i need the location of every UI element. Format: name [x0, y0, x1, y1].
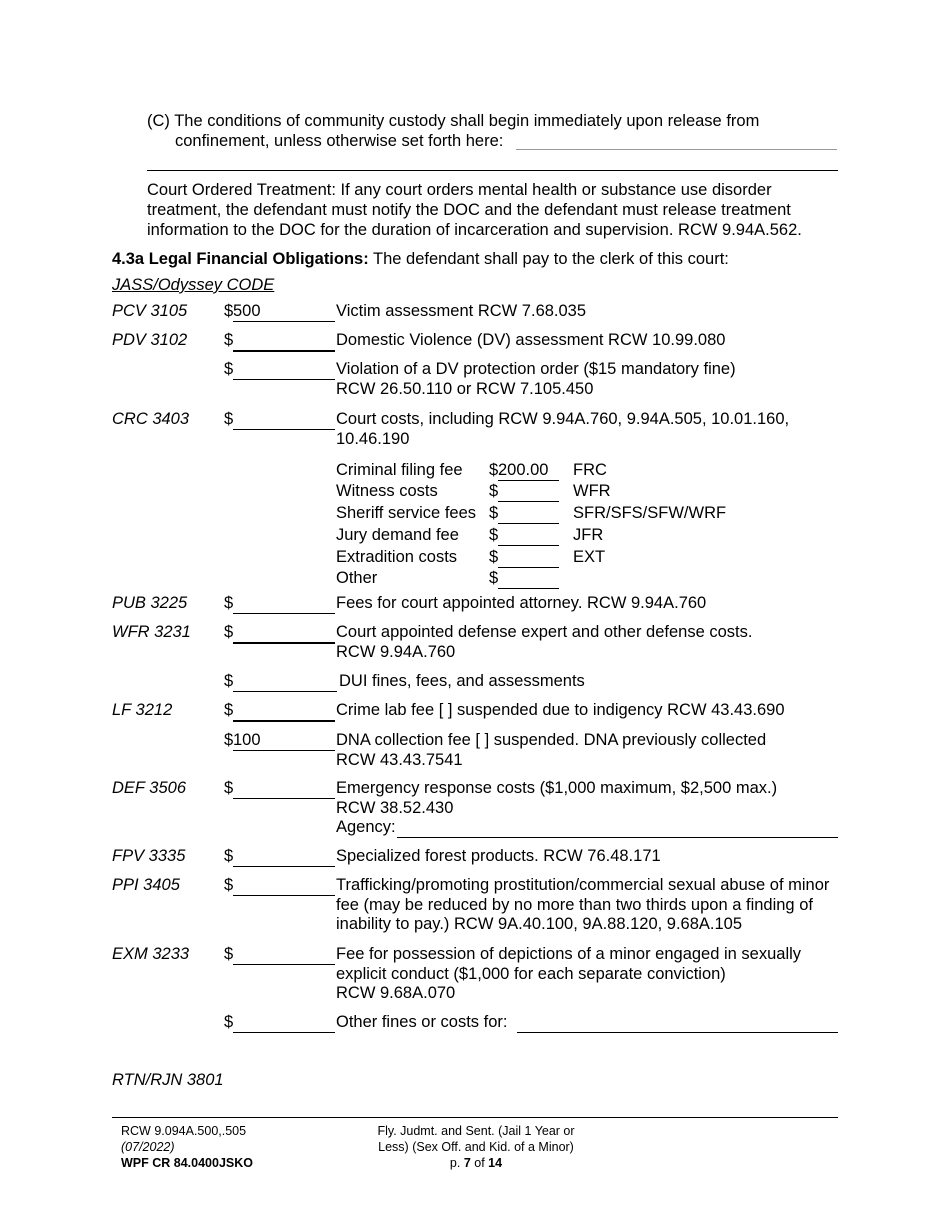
page-number: 7	[463, 1156, 471, 1170]
pub-amount-field[interactable]	[233, 594, 335, 614]
fee-code-sheriff: SFR/SFS/SFW/WRF	[573, 504, 727, 522]
community-custody-blank[interactable]	[516, 131, 837, 150]
fee-label-witness: Witness costs	[336, 482, 438, 500]
lf-desc: Crime lab fee [ ] suspended due to indigency RCW 43.43.690	[336, 701, 785, 719]
fpv-code: FPV 3335	[112, 847, 186, 865]
fee-label-jury: Jury demand fee	[336, 526, 459, 544]
ppi-desc	[336, 876, 829, 935]
fee-dollar-other: $	[489, 569, 499, 587]
fee-label-sheriff: Sheriff service fees	[336, 504, 477, 522]
dui-desc: DUI fines, fees, and assessments	[339, 672, 585, 690]
def-dollar: $	[224, 779, 234, 797]
lfo-intro: The defendant shall pay to the clerk of this court:	[368, 250, 729, 268]
def-desc-line1: Emergency response costs ($1,000 maximum, $2,500 max.)	[336, 779, 778, 797]
dvpo-amount-field[interactable]	[233, 360, 335, 380]
treatment-line3: information to the DOC for the duration of incarceration and supervision. RCW 9.94A.562.	[147, 221, 802, 239]
wfr-desc-line1: Court appointed defense expert and other defense costs.	[336, 623, 753, 641]
def-agency-label: Agency:	[336, 818, 396, 836]
ppi-code: PPI 3405	[112, 876, 180, 894]
fee-label-other: Other	[336, 569, 378, 587]
rtn-code: RTN/RJN 3801	[112, 1071, 224, 1089]
section-c-line2: confinement, unless otherwise set forth here:	[175, 132, 504, 150]
fee-code-jury: JFR	[573, 526, 604, 544]
page-indicator	[366, 1155, 586, 1171]
other-desc: Other fines or costs for:	[336, 1013, 508, 1031]
page-prefix: p.	[449, 1156, 464, 1170]
def-amount-field[interactable]	[233, 779, 335, 799]
fee-code-witness: WFR	[573, 482, 611, 500]
dvpo-desc-line2: RCW 26.50.110 or RCW 7.105.450	[336, 379, 594, 398]
crc-desc-line2: 10.46.190	[336, 429, 410, 448]
exm-code: EXM 3233	[112, 945, 190, 963]
pcv-amount: 500	[233, 302, 261, 320]
pcv-dollar: $	[224, 302, 234, 320]
crc-dollar: $	[224, 410, 234, 428]
crc-amount-field[interactable]	[233, 410, 335, 430]
pdv-desc: Domestic Violence (DV) assessment RCW 10.99.080	[336, 331, 726, 349]
fee-field-witness[interactable]	[498, 482, 559, 502]
pdv-amount-field[interactable]	[233, 331, 335, 352]
ppi-desc-line1: Trafficking/promoting prostitution/commercial sexual abuse of minor	[336, 876, 830, 894]
fee-label-extradition: Extradition costs	[336, 548, 458, 566]
pdv-dollar: $	[224, 331, 234, 349]
dna-desc-line2: RCW 43.43.7541	[336, 750, 463, 769]
dna-desc-line1: DNA collection fee [ ] suspended. DNA previously collected	[336, 731, 767, 749]
fee-dollar-witness: $	[489, 482, 499, 500]
pcv-code: PCV 3105	[112, 302, 188, 320]
fee-label-filing: Criminal filing fee	[336, 461, 463, 479]
code-column-header: JASS/Odyssey CODE	[112, 276, 275, 294]
fee-field-extradition[interactable]	[498, 548, 559, 568]
dvpo-desc-line1: Violation of a DV protection order ($15 mandatory fine)	[336, 360, 736, 378]
fee-dollar-filing: $	[489, 461, 499, 479]
dui-dollar: $	[224, 672, 234, 690]
footer-date: (07/2022)	[121, 1140, 175, 1154]
pub-desc: Fees for court appointed attorney. RCW 9.94A.760	[336, 594, 707, 612]
def-desc-line2: RCW 38.52.430	[336, 798, 454, 817]
wfr-desc-line2: RCW 9.94A.760	[336, 642, 456, 661]
crc-desc	[336, 410, 789, 449]
fee-code-extradition: EXT	[573, 548, 606, 566]
fpv-amount-field[interactable]	[233, 847, 335, 867]
footer-form-number: WPF CR 84.0400JSKO	[121, 1156, 253, 1170]
def-agency-field[interactable]	[397, 818, 838, 838]
lf-code: LF 3212	[112, 701, 173, 719]
ppi-amount-field[interactable]	[233, 876, 335, 896]
pcv-desc: Victim assessment RCW 7.68.035	[336, 302, 587, 320]
other-amount-field[interactable]	[233, 1013, 335, 1033]
other-dollar: $	[224, 1013, 234, 1031]
wfr-amount-field[interactable]	[233, 623, 335, 644]
other-costs-field[interactable]	[517, 1013, 838, 1033]
footer-center	[366, 1123, 586, 1171]
footer-rcw: RCW 9.094A.500,.505	[121, 1124, 247, 1138]
footer-title-line2: Less) (Sex Off. and Kid. of a Minor)	[378, 1140, 574, 1154]
wfr-code: WFR 3231	[112, 623, 191, 641]
exm-amount-field[interactable]	[233, 945, 335, 965]
footer-title-line1: Fly. Judmt. and Sent. (Jail 1 Year or	[377, 1124, 575, 1138]
fee-code-filing: FRC	[573, 461, 607, 479]
footer-left	[121, 1123, 253, 1171]
exm-desc-line3: RCW 9.68A.070	[336, 984, 456, 1002]
page-total: 14	[488, 1156, 503, 1170]
lfo-heading-line	[112, 250, 729, 269]
dui-amount-field[interactable]	[233, 672, 337, 692]
ppi-dollar: $	[224, 876, 234, 894]
fee-dollar-sheriff: $	[489, 504, 499, 522]
def-code: DEF 3506	[112, 779, 186, 797]
dna-amount: 100	[233, 731, 261, 749]
crc-code: CRC 3403	[112, 410, 190, 428]
wfr-dollar: $	[224, 623, 234, 641]
fpv-desc: Specialized forest products. RCW 76.48.171	[336, 847, 661, 865]
dvpo-desc	[336, 360, 736, 399]
treatment-line2: treatment, the defendant must notify the DOC and the defendant must release treatment	[147, 201, 791, 219]
section-divider	[147, 170, 838, 171]
ppi-desc-line2: fee (may be reduced by no more than two thirds upon a finding of	[336, 895, 813, 914]
pub-code: PUB 3225	[112, 594, 188, 612]
fee-amount-filing: 200.00	[498, 461, 549, 479]
fee-field-other[interactable]	[498, 569, 559, 589]
page-of: of	[470, 1156, 489, 1170]
exm-desc-line1: Fee for possession of depictions of a minor engaged in sexually	[336, 945, 802, 963]
footer-rule	[112, 1117, 838, 1118]
crc-desc-line1: Court costs, including RCW 9.94A.760, 9.94A.505, 10.01.160,	[336, 410, 790, 428]
exm-dollar: $	[224, 945, 234, 963]
lf-amount-field[interactable]	[233, 701, 335, 722]
fee-dollar-extradition: $	[489, 548, 499, 566]
treatment-line1: Court Ordered Treatment: If any court orders mental health or substance use disorder	[147, 181, 772, 199]
dna-dollar: $	[224, 731, 234, 749]
fee-dollar-jury: $	[489, 526, 499, 544]
dna-desc	[336, 731, 766, 770]
fee-field-jury[interactable]	[498, 526, 559, 546]
pdv-code: PDV 3102	[112, 331, 188, 349]
wfr-desc	[336, 623, 752, 662]
dvpo-dollar: $	[224, 360, 234, 378]
fee-field-sheriff[interactable]	[498, 504, 559, 524]
section-c-line1: (C) The conditions of community custody shall begin immediately upon release from	[147, 112, 760, 130]
fpv-dollar: $	[224, 847, 234, 865]
exm-desc	[336, 945, 801, 1004]
lfo-heading: 4.3a Legal Financial Obligations:	[112, 250, 369, 268]
exm-desc-line2: explicit conduct ($1,000 for each separate conviction)	[336, 964, 726, 983]
ppi-desc-line3: inability to pay.) RCW 9A.40.100, 9A.88.120, 9.68A.105	[336, 915, 743, 933]
pub-dollar: $	[224, 594, 234, 612]
lf-dollar: $	[224, 701, 234, 719]
